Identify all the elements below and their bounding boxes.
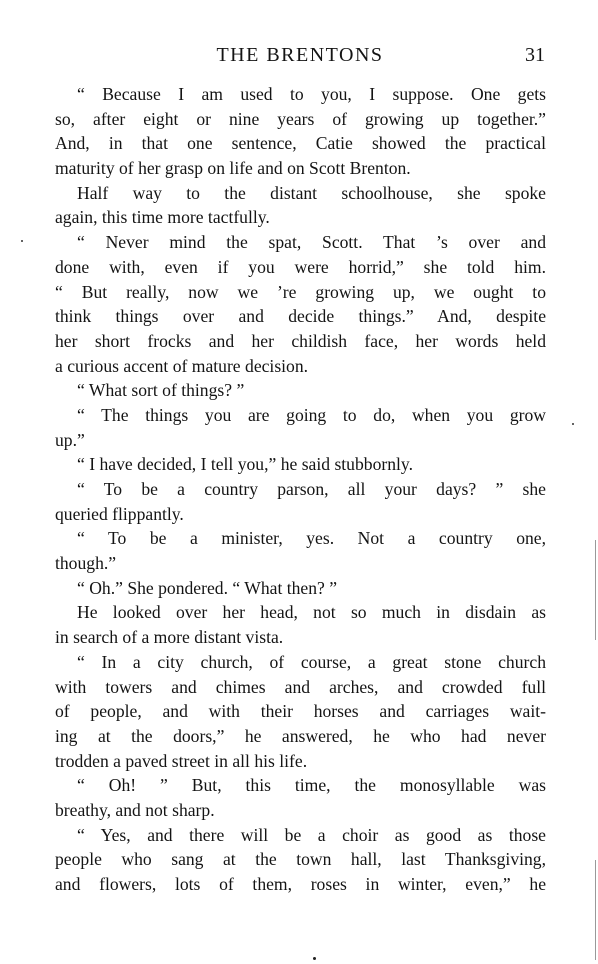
text-line: done with, even if you were horrid,” she told him.: [55, 256, 546, 277]
text-line: “ But really, now we ’re growing up, we ought to: [55, 281, 546, 302]
text-line: “ What sort of things? ”: [77, 380, 245, 401]
text-line: though.”: [55, 553, 117, 574]
text-line: “ To be a minister, yes. Not a country one,: [77, 528, 546, 549]
text-line: “ Because I am used to you, I suppose. One gets: [77, 84, 546, 104]
text-line: “ Oh.” She pondered. “ What then? ”: [77, 577, 338, 598]
running-title: THE BRENTONS: [216, 44, 384, 66]
margin-speck: [21, 240, 23, 242]
scan-edge-line: [595, 540, 596, 640]
bottom-speck: [313, 957, 316, 960]
text-line: Half way to the distant schoolhouse, she spoke: [77, 182, 546, 203]
text-line: “ I have decided, I tell you,” he said stubbornly.: [77, 454, 413, 475]
page-number: 31: [525, 44, 545, 66]
text-line: again, this time more tactfully.: [55, 207, 270, 228]
text-line: And, in that one sentence, Catie showed the practical: [55, 133, 546, 154]
text-line: “ To be a country parson, all your days? ” she: [77, 479, 546, 499]
page-header: [55, 44, 545, 70]
text-line: so, after eight or nine years of growing up together.”: [55, 108, 546, 129]
text-line: “ Never mind the spat, Scott. That ’s over and: [77, 232, 546, 253]
text-line: “ In a city church, of course, a great stone church: [77, 651, 546, 672]
text-line: people who sang at the town hall, last Thanksgiving,: [55, 849, 546, 870]
text-line: of people, and with their horses and carriages wait-: [55, 701, 546, 722]
text-line: “ Yes, and there will be a choir as good as those: [77, 824, 546, 845]
text-line: He looked over her head, not so much in disdain as: [77, 602, 546, 623]
text-line: queried flippantly.: [55, 503, 184, 524]
text-line: ing at the doors,” he answered, he who had never: [55, 725, 546, 746]
text-line: with towers and chimes and arches, and crowded full: [55, 676, 546, 697]
text-line: maturity of her grasp on life and on Scott Brenton.: [55, 158, 411, 179]
text-line: “ The things you are going to do, when you grow: [77, 404, 546, 425]
text-line: breathy, and not sharp.: [55, 799, 215, 820]
text-line: up.”: [55, 429, 85, 450]
text-line: “ Oh! ” But, this time, the monosyllable was: [77, 775, 546, 796]
text-line: trodden a paved street in all his life.: [55, 750, 308, 771]
text-line: and flowers, lots of them, roses in winter, even,” he: [55, 874, 546, 894]
text-line: her short frocks and her childish face, her words held: [55, 330, 546, 351]
text-line: think things over and decide things.” And, despite: [55, 306, 546, 327]
scan-edge-line: [595, 860, 596, 960]
margin-speck: [572, 423, 574, 425]
text-line: in search of a more distant vista.: [55, 627, 284, 648]
body-text: [55, 82, 546, 897]
text-line: a curious accent of mature decision.: [55, 355, 309, 376]
